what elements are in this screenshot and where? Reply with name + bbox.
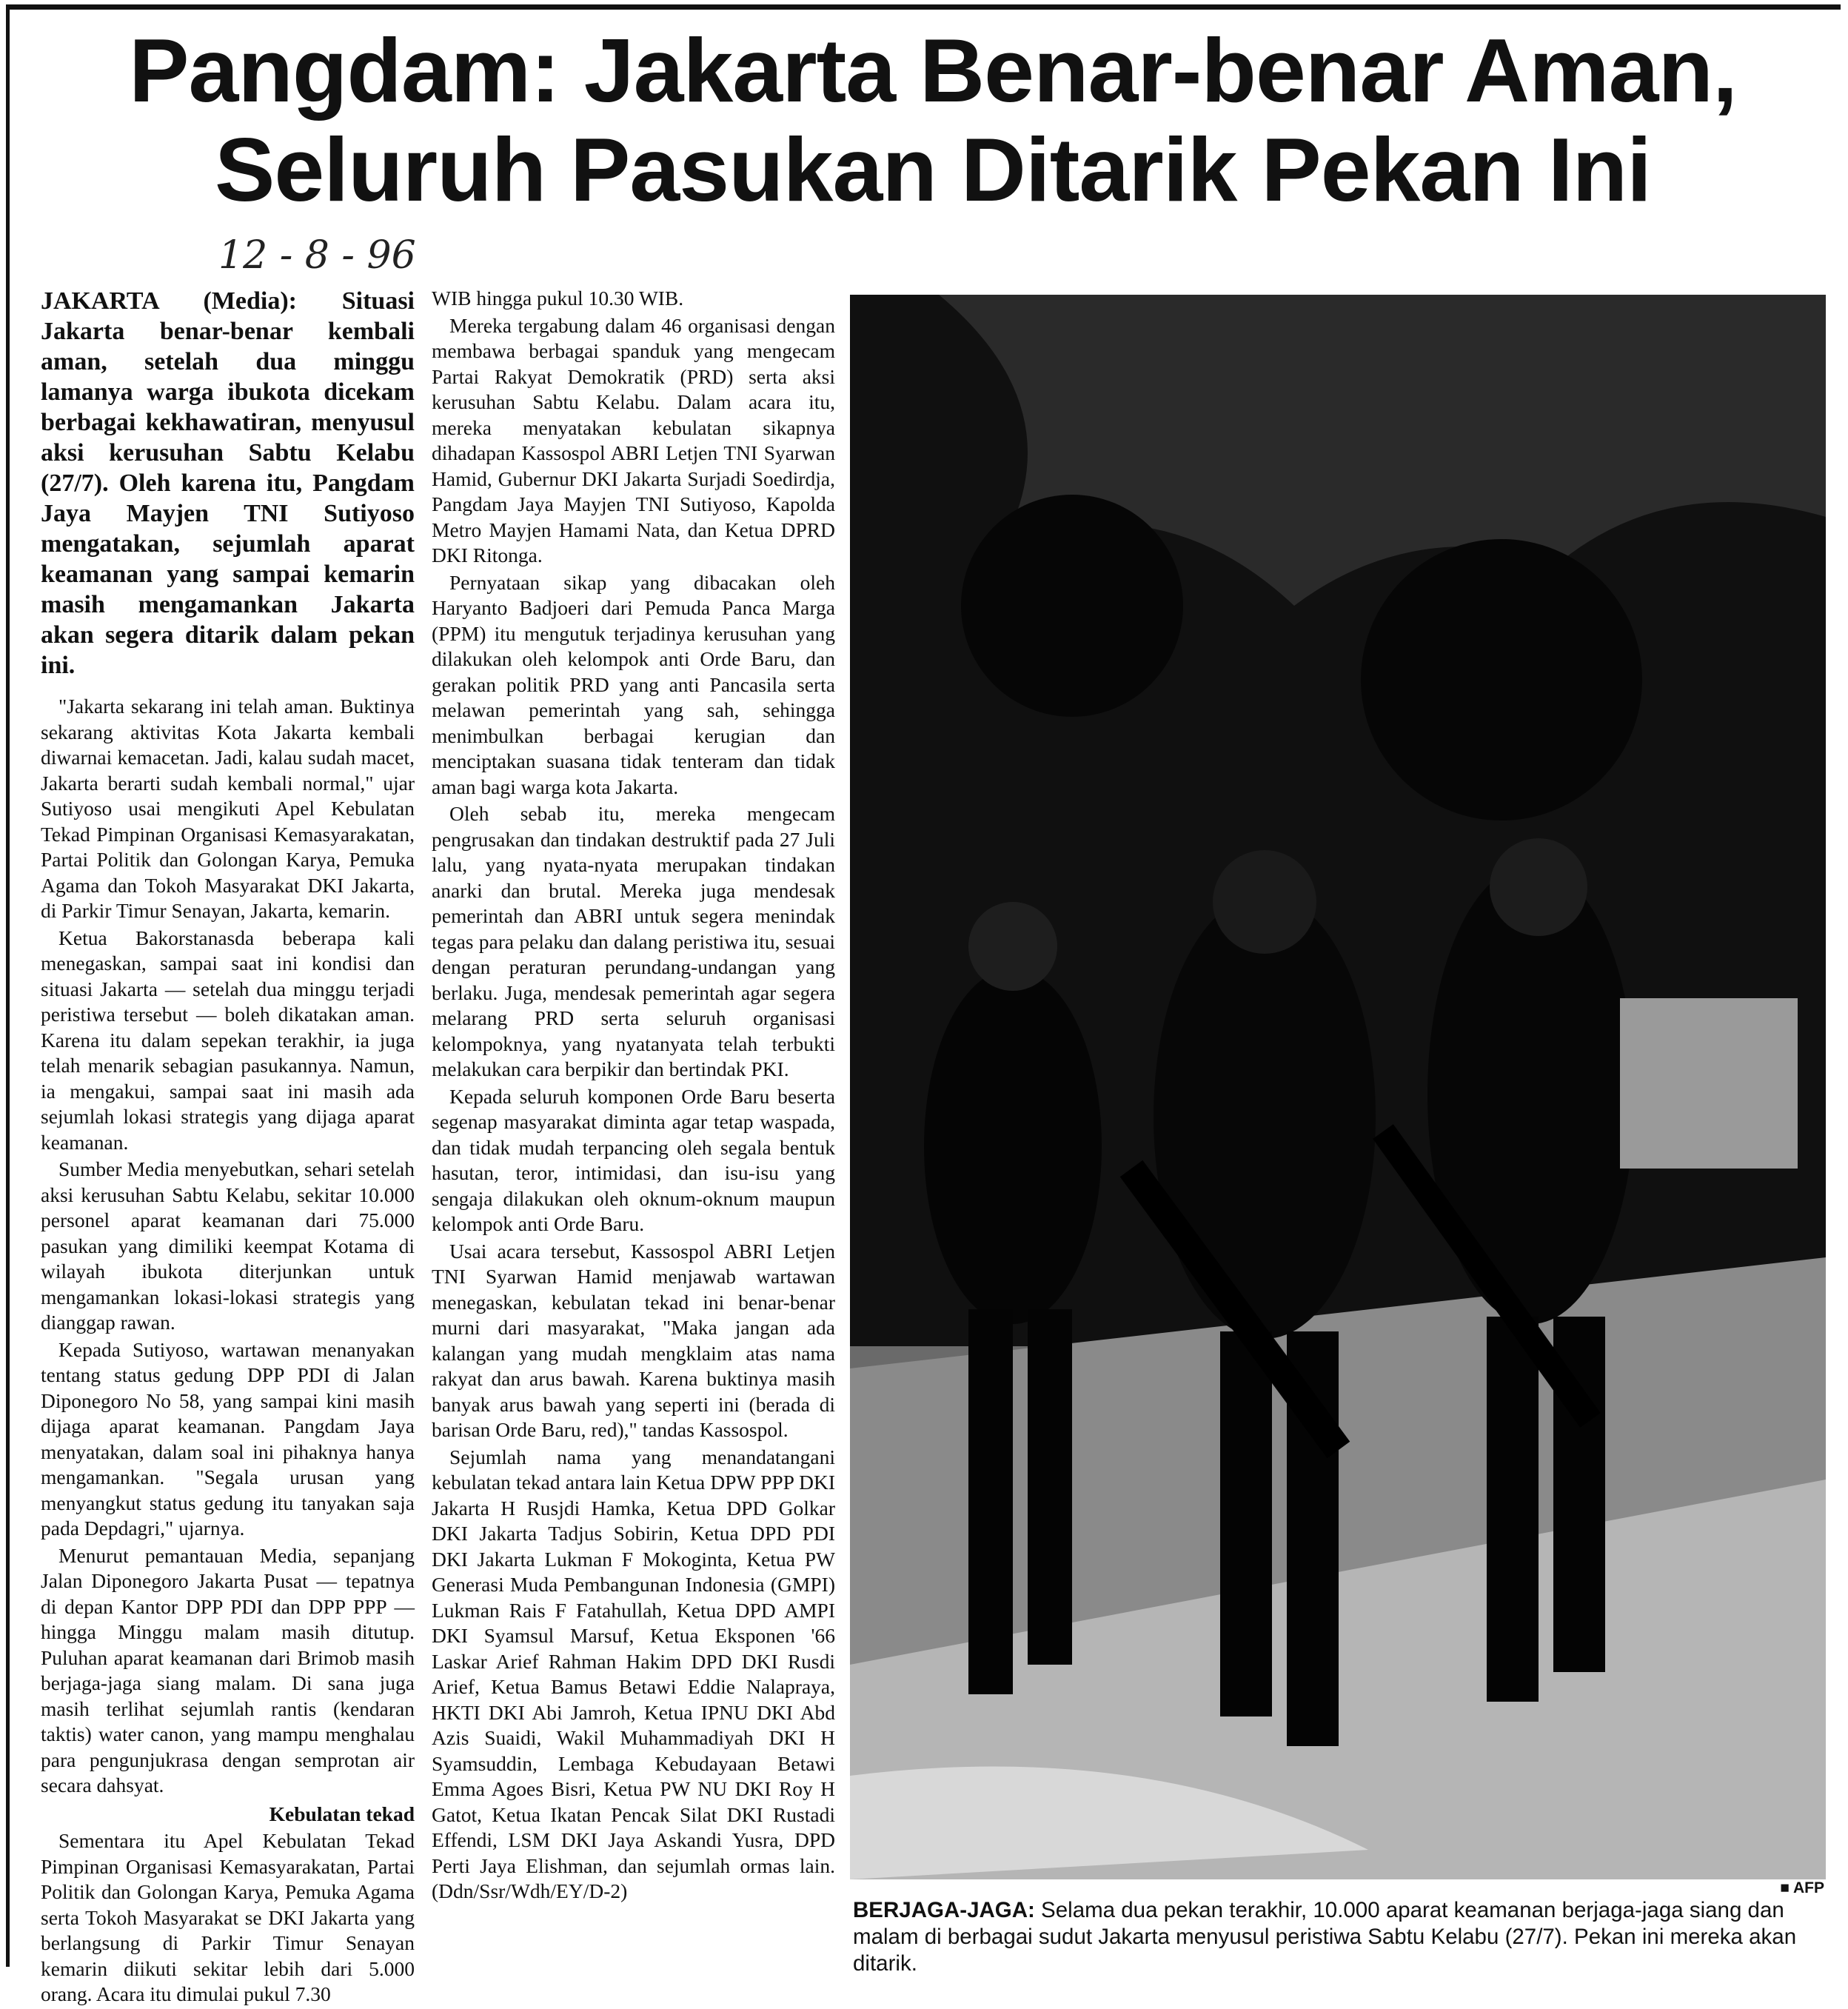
- photo-illustration: [850, 295, 1826, 1879]
- subheading: Kebulatan tekad: [269, 1802, 415, 1825]
- headline-line-1: Pangdam: Jakarta Benar-benar Aman,: [129, 20, 1737, 121]
- paragraph: "Jakarta sekarang ini telah aman. Buktinya sekarang aktivitas Kota Jakarta kembali diwarnai kemacetan. Jadi, kalau sudah macet, Jakarta berarti sudah kembali normal," ujar Sutiyoso usai mengikuti Apel Kebulatan Tekad Pimpinan Organisasi Kemasyarakatan, Partai Politik dan Golongan Karya, Pemuka Agama dan Tokoh Masyarakat DKI Jakarta, di Parkir Timur Senayan, Jakarta, kemarin.: [41, 695, 415, 922]
- paragraph: Pernyataan sikap yang dibacakan oleh Haryanto Badjoeri dari Pemuda Panca Marga (PPM) itu mengutuk terjadinya kerusuhan yang dilakukan oleh kelompok anti Orde Baru, dan gerakan politik PRD yang anti Pancasila serta melawan pemerintah yang sah, sehingga menimbulkan berbagai kerugian dan menciptakan suasana tidak tenteram dan tidak aman bagi warga kota Jakarta.: [432, 570, 835, 798]
- article-lead: JAKARTA (Media): Situasi Jakarta benar-benar kembali aman, setelah dua minggu lamanya warga ibukota dicekam berbagai kekhawatiran, menyusul aksi kerusuhan Sabtu Kelabu (27/7). Oleh karena itu, Pangdam Jaya Mayjen TNI Sutiyoso mengatakan, sejumlah aparat keamanan yang sampai kemarin masih mengamankan Jakarta akan segera ditarik dalam pekan ini.: [41, 287, 415, 679]
- paragraph: Usai acara tersebut, Kassospol ABRI Letjen TNI Syarwan Hamid menjawab wartawan menegaskan, kebulatan tekad ini benar-benar murni dari masyarakat, "Maka jangan ada kalangan yang mudah mengklaim atas nama rakyat dan arus bawah. Karena buktinya masih banyak arus bawah yang seperti ini (berada di barisan Orde Baru, red)," tandas Kassospol.: [432, 1239, 835, 1441]
- paragraph: Kepada seluruh komponen Orde Baru beserta segenap masyarakat diminta agar tetap waspada, dan tidak mudah terpancing oleh segala bentuk hasutan, teror, intimidasi, dan isu-isu yang sengaja dilakukan oleh oknum-oknum maupun kelompok anti Orde Baru.: [432, 1084, 835, 1235]
- paragraph: Ketua Bakorstanasda beberapa kali menegaskan, sampai saat ini kondisi dan situasi Jakarta — setelah dua minggu terjadi peristiwa tersebut — boleh dikatakan aman. Karena itu dalam sepekan terakhir, ia juga telah menarik sebagian pasukannya. Namun, ia mengakui, sampai saat ini masih ada sejumlah lokasi strategis yang dijaga aparat keamanan.: [41, 926, 415, 1154]
- news-photo-soldiers: [850, 295, 1826, 1879]
- paragraph: Kepada Sutiyoso, wartawan menanyakan tentang status gedung DPP PDI di Jalan Diponegoro No 58, yang sampai kini masih dijaga aparat keamanan. Pangdam Jaya menyatakan, dalam soal ini pihaknya hanya mengamankan. "Segala urusan yang menyangkut status gedung itu tanyakan saja pada Depdagri," ujarnya.: [41, 1337, 415, 1540]
- headline-line-2: Seluruh Pasukan Ditarik Pekan Ini: [214, 119, 1652, 220]
- paragraph: WIB hingga pukul 10.30 WIB.: [432, 287, 684, 310]
- photo-credit: ■ AFP: [1780, 1879, 1824, 1896]
- headline: [30, 21, 1836, 219]
- top-border-rule: [7, 4, 1841, 10]
- caption-text: Selama dua pekan terakhir, 10.000 aparat keamanan berjaga-jaga siang dan malam di berbagai sudut Jakarta menyusul peristiwa Sabtu Kelabu (27/7). Pekan ini mereka akan ditarik.: [853, 1898, 1797, 1976]
- caption-label: BERJAGA-JAGA:: [853, 1898, 1035, 1922]
- article-column-1: [41, 286, 415, 2009]
- paragraph: Sementara itu Apel Kebulatan Tekad Pimpinan Organisasi Kemasyarakatan, Partai Politik dan Golongan Karya, Pemuka Agama serta Tokoh Masyarakat se DKI Jakarta yang berlangsung di Parkir Timur Senayan kemarin diikuti sekitar lebih dari 5.000 orang. Acara itu dimulai pukul 7.30: [41, 1829, 415, 2005]
- photo-caption: [853, 1897, 1830, 1977]
- article-column-2: [432, 286, 835, 1906]
- paragraph: Oleh sebab itu, mereka mengecam pengrusakan dan tindakan destruktif pada 27 Juli lalu, yang nyata-nyata merupakan tindakan anarki dan brutal. Mereka juga mendesak pemerintah dan ABRI untuk segera menindak tegas para pelaku dan dalang peristiwa itu, sesuai dengan peraturan perundang-undangan yang berlaku. Juga, mendesak pemerintah agar segera melarang PRD serta seluruh organisasi kelompoknya, yang nyatanyata telah terbukti melakukan cara berpikir dan bertindak PKI.: [432, 802, 835, 1080]
- paragraph: Mereka tergabung dalam 46 organisasi dengan membawa berbagai spanduk yang mengecam Partai Rakyat Demokratik (PRD) serta aksi kerusuhan Sabtu Kelabu. Dalam acara itu, mereka menyatakan kebulatan sikapnya dihadapan Kassospol ABRI Letjen TNI Syarwan Hamid, Gubernur DKI Jakarta Surjadi Soedirdja, Pangdam Jaya Mayjen TNI Sutiyoso, Kapolda Metro Mayjen Hamami Nata, dan Ketua DPRD DKI Ritonga.: [432, 313, 835, 566]
- paragraph: Sumber Media menyebutkan, sehari setelah aksi kerusuhan Sabtu Kelabu, sekitar 10.000 personel aparat keamanan dari 75.000 pasukan yang dimiliki keempat Kotama di wilayah ibukota diterjunkan untuk mengamankan lokasi-lokasi strategis yang dianggap rawan.: [41, 1157, 415, 1334]
- left-border-rule: [6, 4, 10, 1967]
- paragraph: Menurut pemantauan Media, sepanjang Jalan Diponegoro Jakarta Pusat — tepatnya di depan Kantor DPP PDI dan DPP PPP — hingga Minggu malam masih ditutup. Puluhan aparat keamanan dari Brimob masih berjaga-jaga siang malam. Di sana juga masih terlihat sejumlah rantis (kendaran taktis) water canon, yang mampu menghalau para pengunjukrasa dengan semprotan air secara dahsyat.: [41, 1543, 415, 1796]
- paragraph: Sejumlah nama yang menandatangani kebulatan tekad antara lain Ketua DPW PPP DKI Jakarta H Rusjdi Hamka, Ketua DPD Golkar DKI Jakarta Tadjus Sobirin, Ketua DPD PDI DKI Jakarta Lukman F Mokoginta, Ketua PW Generasi Muda Pembangunan Indonesia (GMPI) Lukman Rais F Fatahullah, Ketua DPD AMPI DKI Syamsul Marsuf, Ketua Eksponen '66 Laskar Arief Rahman Hakim DPD DKI Rusdi Arief, Ketua Bamus Betawi Eddie Nalapraya, HKTI DKI Abi Jamroh, Ketua IPNU DKI Abd Azis Suaidi, Wakil Muhammadiyah DKI H Syamsuddin, Lembaga Kebudayaan Betawi Emma Agoes Bisri, Ketua PW NU DKI Roy H Gatot, Ketua Ikatan Pencak Silat DKI Rustadi Effendi, LSM DKI Jaya Askandi Yusra, DPD Perti Jaya Elishman, dan sejumlah ormas lain. (Ddn/Ssr/Wdh/EY/D-2): [432, 1445, 835, 1902]
- handwritten-date: 12 - 8 - 96: [218, 233, 416, 278]
